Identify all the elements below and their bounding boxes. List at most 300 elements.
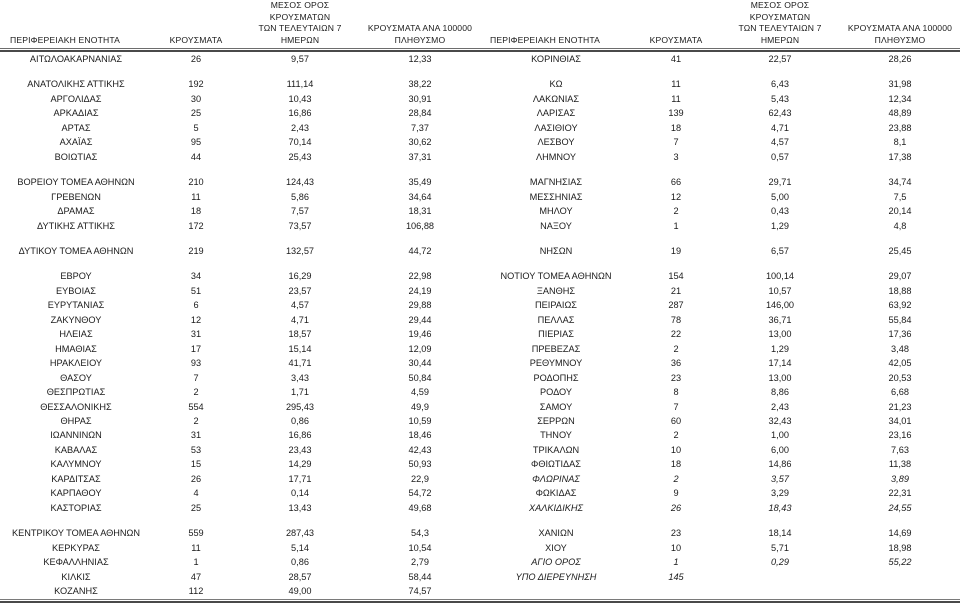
- table-row[interactable]: [480, 190, 960, 204]
- rate-cell: 58,44: [408, 571, 432, 582]
- region-name-cell: ΡΕΘΥΜΝΟΥ: [529, 358, 583, 369]
- avg7-cell: 18,57: [288, 329, 312, 340]
- region-name-cell: ΚΕΝΤΡΙΚΟΥ ΤΟΜΕΑ ΑΘΗΝΩΝ: [11, 528, 141, 539]
- region-name-cell: ΜΗΛΟΥ: [539, 206, 573, 217]
- table-row[interactable]: [480, 269, 960, 283]
- table-row[interactable]: [480, 400, 960, 414]
- avg7-cell: 4,57: [771, 137, 789, 148]
- region-name-cell: ΑΓΙΟ ΟΡΟΣ: [531, 557, 581, 568]
- avg7-cell: 15,14: [288, 343, 312, 354]
- table-row[interactable]: [0, 150, 480, 164]
- cases-cell: 47: [190, 571, 202, 582]
- table-row[interactable]: [0, 298, 480, 312]
- table-spacer-cell: [0, 66, 480, 77]
- table-row[interactable]: [480, 443, 960, 457]
- region-name-cell: ΘΕΣΣΑΛΟΝΙΚΗΣ: [40, 401, 112, 412]
- table-row[interactable]: [0, 385, 480, 399]
- avg7-cell: 295,43: [285, 401, 315, 412]
- region-name-cell: ΘΕΣΠΡΩΤΙΑΣ: [46, 387, 106, 398]
- avg7-cell: 111,14: [286, 79, 314, 90]
- table-row[interactable]: [0, 457, 480, 471]
- table-row[interactable]: [480, 385, 960, 399]
- cases-cell: 93: [190, 358, 202, 369]
- avg7-cell: 1,29: [771, 220, 789, 231]
- avg7-cell: 0,86: [291, 557, 309, 568]
- cases-cell: 78: [670, 314, 682, 325]
- region-name-cell: ΧΑΛΚΙΔΙΚΗΣ: [528, 502, 584, 513]
- table-row[interactable]: [0, 356, 480, 370]
- table-row[interactable]: [0, 327, 480, 341]
- avg7-cell: 9,57: [291, 54, 309, 64]
- cases-cell: 10: [670, 542, 682, 553]
- table-row[interactable]: [480, 356, 960, 370]
- right-cases-table: [480, 0, 960, 584]
- cases-cell: 559: [188, 528, 204, 539]
- region-name-cell: ΘΗΡΑΣ: [60, 415, 92, 426]
- cases-cell: 1: [673, 557, 679, 568]
- cases-cell: 145: [668, 571, 684, 582]
- rate-cell: 23,16: [888, 430, 912, 441]
- region-name-cell: ΗΡΑΚΛΕΙΟΥ: [49, 358, 103, 369]
- cases-cell: 287: [668, 300, 684, 311]
- rate-cell: 29,44: [408, 314, 432, 325]
- region-name-cell: ΚΕΦΑΛΛΗΝΙΑΣ: [43, 557, 109, 568]
- table-row[interactable]: [480, 570, 960, 584]
- table-row[interactable]: [480, 555, 960, 569]
- region-name-cell: ΔΥΤΙΚΟΥ ΤΟΜΕΑ ΑΘΗΝΩΝ: [18, 245, 134, 256]
- region-name-cell: ΔΡΑΜΑΣ: [57, 206, 95, 217]
- region-name-cell: ΝΟΤΙΟΥ ΤΟΜΕΑ ΑΘΗΝΩΝ: [500, 271, 612, 282]
- rate-cell: 22,98: [408, 271, 432, 282]
- cases-cell: 7: [193, 372, 199, 383]
- avg7-cell: [720, 570, 840, 584]
- table-row[interactable]: [0, 541, 480, 555]
- region-name-cell: ΑΡΓΟΛΙΔΑΣ: [50, 93, 102, 104]
- region-name-cell: ΘΑΣΟΥ: [60, 372, 92, 383]
- cases-cell: 2: [193, 387, 199, 398]
- rate-cell: 4,59: [411, 387, 429, 398]
- avg7-cell: 49,00: [288, 585, 312, 596]
- avg7-cell: 17,71: [288, 473, 312, 484]
- rate-cell: 25,45: [888, 245, 912, 256]
- rate-cell: 14,69: [888, 528, 912, 539]
- table-row[interactable]: [480, 501, 960, 515]
- region-name-cell: ΝΗΣΩΝ: [539, 245, 573, 256]
- table-row[interactable]: [480, 541, 960, 555]
- avg7-cell: 124,43: [285, 177, 315, 188]
- left-cases-table: [0, 0, 480, 598]
- rate-cell: 11,38: [888, 459, 912, 470]
- table-row[interactable]: [480, 486, 960, 500]
- cases-cell: 15: [190, 459, 202, 470]
- table-row[interactable]: [480, 327, 960, 341]
- avg7-cell: 18,43: [768, 502, 792, 513]
- avg7-cell: 2,43: [291, 122, 309, 133]
- region-name-cell: ΦΩΚΙΔΑΣ: [535, 488, 577, 499]
- cases-cell: 12: [670, 191, 682, 202]
- region-name-cell: ΠΕΙΡΑΙΩΣ: [535, 300, 577, 311]
- avg7-cell: 287,43: [285, 528, 315, 539]
- table-row[interactable]: [0, 555, 480, 569]
- table-row[interactable]: [480, 371, 960, 385]
- avg7-cell: 14,29: [288, 459, 312, 470]
- right-header-rate-line2: ΠΛΗΘΥΣΜΟ: [874, 34, 926, 45]
- region-name-cell: ΚΟΡΙΝΘΙΑΣ: [531, 54, 581, 64]
- region-name-cell: ΒΟΡΕΙΟΥ ΤΟΜΕΑ ΑΘΗΝΩΝ: [17, 177, 135, 188]
- cases-cell: 4: [193, 488, 199, 499]
- cases-cell: 554: [188, 401, 204, 412]
- table-row[interactable]: [0, 121, 480, 135]
- cases-cell: 25: [190, 108, 202, 119]
- cases-cell: 11: [191, 542, 201, 553]
- region-name-cell: ΤΗΝΟΥ: [540, 430, 572, 441]
- cases-cell: 30: [190, 93, 202, 104]
- region-name-cell: ΛΑΣΙΘΙΟΥ: [534, 122, 578, 133]
- rate-cell: 44,72: [408, 245, 432, 256]
- rate-cell: 7,63: [891, 444, 909, 455]
- cases-cell: 17: [190, 343, 202, 354]
- cases-cell: 11: [191, 191, 201, 202]
- region-name-cell: ΜΑΓΝΗΣΙΑΣ: [529, 177, 583, 188]
- cases-cell: 34: [190, 271, 202, 282]
- avg7-cell: 1,29: [771, 343, 789, 354]
- region-name-cell: ΧΙΟΥ: [545, 542, 567, 553]
- avg7-cell: 4,71: [771, 122, 789, 133]
- avg7-cell: 2,43: [771, 401, 789, 412]
- cases-cell: 7: [673, 401, 679, 412]
- table-row[interactable]: [480, 121, 960, 135]
- table-row[interactable]: [0, 584, 480, 598]
- table-row[interactable]: [0, 371, 480, 385]
- avg7-cell: 62,43: [768, 108, 792, 119]
- avg7-cell: 146,00: [765, 300, 795, 311]
- table-row[interactable]: [0, 414, 480, 428]
- avg7-cell: 0,43: [771, 206, 789, 217]
- region-name-cell: ΑΙΤΩΛΟΑΚΑΡΝΑΝΙΑΣ: [29, 54, 123, 64]
- rate-cell: 12,33: [408, 54, 432, 64]
- table-row[interactable]: [0, 428, 480, 442]
- left-header-row: [0, 0, 480, 48]
- right-header-region: ΠΕΡΙΦΕΡΕΙΑΚΗ ΕΝΟΤΗΤΑ: [490, 34, 600, 45]
- table-row[interactable]: [0, 526, 480, 540]
- region-name-cell: ΣΑΜΟΥ: [539, 401, 573, 412]
- cases-cell: 23: [670, 528, 682, 539]
- avg7-cell: 5,00: [771, 191, 789, 202]
- rate-cell: 106,88: [405, 220, 435, 231]
- rate-cell: 35,49: [408, 177, 432, 188]
- table-spacer-cell: [0, 233, 480, 244]
- left-table-half: [0, 0, 480, 598]
- cases-cell: 210: [188, 177, 204, 188]
- table-row[interactable]: [480, 150, 960, 164]
- cases-cell: 2: [673, 430, 679, 441]
- avg7-cell: 1,71: [291, 387, 309, 398]
- rate-cell: 24,19: [408, 285, 432, 296]
- table-row[interactable]: [480, 428, 960, 442]
- region-name-cell: ΚΑΣΤΟΡΙΑΣ: [50, 502, 102, 513]
- table-row[interactable]: [0, 77, 480, 91]
- right-header-avg7-line2: ΤΩΝ ΤΕΛΕΥΤΑΙΩΝ 7: [738, 23, 822, 34]
- left-header-cases: ΚΡΟΥΣΜΑΤΑ: [169, 34, 223, 45]
- left-table-head: [0, 0, 480, 52]
- rate-cell: 30,62: [408, 137, 432, 148]
- rate-cell: 4,8: [893, 220, 907, 231]
- table-row[interactable]: [480, 472, 960, 486]
- cases-cell: 2: [673, 206, 679, 217]
- rate-cell: 20,14: [888, 206, 912, 217]
- table-row[interactable]: [0, 204, 480, 218]
- rate-cell: 49,68: [408, 502, 432, 513]
- region-name-cell: ΣΕΡΡΩΝ: [537, 415, 575, 426]
- left-header-avg7-line2: ΤΩΝ ΤΕΛΕΥΤΑΙΩΝ 7: [258, 23, 342, 34]
- rate-cell: 50,93: [408, 459, 432, 470]
- avg7-cell: 29,71: [768, 177, 792, 188]
- rate-cell: 18,46: [408, 430, 432, 441]
- table-row[interactable]: [0, 244, 480, 258]
- table-row[interactable]: [480, 313, 960, 327]
- table-row[interactable]: [480, 135, 960, 149]
- rate-cell: 34,74: [888, 177, 912, 188]
- table-spacer-row: [0, 258, 480, 269]
- left-header-rate-line2: ΠΛΗΘΥΣΜΟ: [394, 34, 446, 45]
- cases-cell: 25: [190, 502, 202, 513]
- rate-cell: 55,84: [888, 314, 912, 325]
- cases-cell: 26: [670, 502, 682, 513]
- cases-cell: 12: [190, 314, 202, 325]
- cases-cell: 154: [668, 271, 684, 282]
- table-row[interactable]: [0, 313, 480, 327]
- table-row[interactable]: [0, 135, 480, 149]
- region-name-cell: ΡΟΔΟΥ: [539, 387, 572, 398]
- table-spacer-cell: [480, 258, 960, 269]
- cases-cell: 18: [670, 122, 682, 133]
- region-name-cell: ΖΑΚΥΝΘΟΥ: [50, 314, 102, 325]
- cases-cell: 1: [673, 220, 679, 231]
- table-row[interactable]: [0, 52, 480, 66]
- rate-cell: 2,79: [411, 557, 429, 568]
- avg7-cell: 3,43: [291, 372, 309, 383]
- cases-cell: 10: [670, 444, 682, 455]
- region-name-cell: ΗΜΑΘΙΑΣ: [55, 343, 97, 354]
- region-name-cell: ΒΟΙΩΤΙΑΣ: [54, 151, 98, 162]
- left-header-avg7: [240, 0, 360, 48]
- table-spacer-cell: [0, 515, 480, 526]
- avg7-cell: 5,71: [771, 542, 789, 553]
- left-header-rate: [360, 0, 480, 48]
- cases-cell: 31: [190, 430, 202, 441]
- left-header-avg7-line3: ΗΜΕΡΩΝ: [280, 34, 320, 45]
- cases-cell: 11: [671, 93, 681, 104]
- table-spacer-row: [0, 66, 480, 77]
- region-name-cell: ΚΙΛΚΙΣ: [61, 571, 91, 582]
- right-header-cases: ΚΡΟΥΣΜΑΤΑ: [649, 34, 703, 45]
- table-row[interactable]: [480, 526, 960, 540]
- rate-cell: 3,48: [891, 343, 909, 354]
- rate-cell: 30,91: [408, 93, 432, 104]
- avg7-cell: 3,29: [771, 488, 789, 499]
- table-row[interactable]: [480, 175, 960, 189]
- right-header-rate: [840, 0, 960, 48]
- avg7-cell: 0,86: [291, 415, 309, 426]
- cases-cell: 2: [193, 415, 199, 426]
- right-header-row: [480, 0, 960, 48]
- avg7-cell: 0,57: [771, 151, 789, 162]
- cases-cell: 6: [193, 300, 199, 311]
- avg7-cell: 28,57: [288, 571, 312, 582]
- table-spacer-cell: [0, 258, 480, 269]
- table-spacer-cell: [480, 66, 960, 77]
- rate-cell: 7,37: [411, 122, 429, 133]
- table-row[interactable]: [0, 501, 480, 515]
- table-row[interactable]: [0, 570, 480, 584]
- right-table-head: [480, 0, 960, 52]
- table-row[interactable]: [0, 400, 480, 414]
- region-name-cell: ΚΑΒΑΛΑΣ: [54, 444, 98, 455]
- rate-cell: 28,26: [888, 54, 912, 64]
- table-row[interactable]: [480, 457, 960, 471]
- left-table-body: [0, 52, 480, 598]
- region-name-cell: ΕΒΡΟΥ: [60, 271, 92, 282]
- cases-cell: 36: [670, 358, 682, 369]
- cases-cell: 2: [673, 473, 679, 484]
- table-row[interactable]: [480, 92, 960, 106]
- table-row[interactable]: [0, 92, 480, 106]
- avg7-cell: 4,57: [291, 300, 309, 311]
- rate-cell: 18,98: [888, 542, 912, 553]
- avg7-cell: 36,71: [768, 314, 792, 325]
- cases-cell: 22: [670, 329, 682, 340]
- avg7-cell: 5,14: [291, 542, 309, 553]
- rate-cell: 21,23: [888, 401, 912, 412]
- rate-cell: 34,01: [888, 415, 912, 426]
- region-name-cell: ΑΧΑΪΑΣ: [59, 137, 93, 148]
- table-row[interactable]: [0, 106, 480, 120]
- table-spacer-row: [480, 164, 960, 175]
- cases-cell: 172: [188, 220, 204, 231]
- rate-cell: 29,07: [888, 271, 912, 282]
- table-row[interactable]: [0, 472, 480, 486]
- table-row[interactable]: [480, 298, 960, 312]
- avg7-cell: 4,71: [291, 314, 309, 325]
- region-name-cell: ΠΕΛΛΑΣ: [537, 314, 575, 325]
- table-row[interactable]: [480, 284, 960, 298]
- avg7-cell: 6,57: [771, 245, 789, 256]
- table-row[interactable]: [480, 219, 960, 233]
- rate-cell: 63,92: [888, 300, 912, 311]
- rate-cell: 34,64: [408, 191, 432, 202]
- table-row[interactable]: [480, 52, 960, 66]
- rate-cell: 12,34: [888, 93, 912, 104]
- table-row[interactable]: [0, 175, 480, 189]
- table-row[interactable]: [480, 414, 960, 428]
- avg7-cell: 25,43: [288, 151, 312, 162]
- region-name-cell: ΡΟΔΟΠΗΣ: [533, 372, 579, 383]
- rate-cell: 49,9: [411, 401, 429, 412]
- rate-cell: [840, 570, 960, 584]
- rate-cell: 22,31: [888, 488, 912, 499]
- avg7-cell: 3,57: [771, 473, 789, 484]
- table-row[interactable]: [480, 77, 960, 91]
- rate-cell: 38,22: [408, 79, 432, 90]
- table-row[interactable]: [0, 342, 480, 356]
- rate-cell: 7,5: [893, 191, 907, 202]
- table-row[interactable]: [0, 284, 480, 298]
- table-row[interactable]: [0, 219, 480, 233]
- avg7-cell: 18,14: [768, 528, 792, 539]
- region-name-cell: ΧΑΝΙΩΝ: [538, 528, 574, 539]
- table-row[interactable]: [0, 486, 480, 500]
- table-spacer-row: [480, 233, 960, 244]
- rate-cell: 8,1: [893, 137, 907, 148]
- rate-cell: 23,88: [888, 122, 912, 133]
- avg7-cell: 10,57: [768, 285, 792, 296]
- left-header-avg7-line1: ΜΕΣΟΣ ΟΡΟΣ ΚΡΟΥΣΜΑΤΩΝ: [269, 0, 331, 22]
- rate-cell: 17,38: [888, 151, 912, 162]
- table-row[interactable]: [480, 204, 960, 218]
- cases-cell: 19: [670, 245, 682, 256]
- avg7-cell: 16,86: [288, 108, 312, 119]
- rate-cell: 18,88: [888, 285, 912, 296]
- region-name-cell: ΞΑΝΘΗΣ: [536, 285, 576, 296]
- avg7-cell: 23,57: [288, 285, 312, 296]
- region-name-cell: ΕΥΡΥΤΑΝΙΑΣ: [47, 300, 105, 311]
- region-name-cell: ΗΛΕΙΑΣ: [59, 329, 93, 340]
- table-row[interactable]: [480, 106, 960, 120]
- region-name-cell: ΚΟΖΑΝΗΣ: [54, 585, 98, 596]
- region-name-cell: ΛΗΜΝΟΥ: [535, 151, 577, 162]
- left-header-region: ΠΕΡΙΦΕΡΕΙΑΚΗ ΕΝΟΤΗΤΑ: [10, 34, 120, 45]
- rate-cell: 29,88: [408, 300, 432, 311]
- table-row[interactable]: [0, 190, 480, 204]
- region-name-cell: ΠΙΕΡΙΑΣ: [538, 329, 574, 340]
- rate-cell: 24,55: [888, 502, 912, 513]
- cases-cell: 21: [670, 285, 682, 296]
- cases-cell: 26: [190, 54, 202, 64]
- region-name-cell: ΛΕΣΒΟΥ: [537, 137, 575, 148]
- rate-cell: 20,53: [888, 372, 912, 383]
- region-name-cell: ΚΑΡΠΑΘΟΥ: [50, 488, 102, 499]
- region-name-cell: ΙΩΑΝΝΙΝΩΝ: [50, 430, 102, 441]
- region-name-cell: ΥΠΟ ΔΙΕΡΕΥΝΗΣΗ: [515, 571, 597, 582]
- avg7-cell: 13,00: [768, 329, 792, 340]
- rate-cell: 28,84: [408, 108, 432, 119]
- avg7-cell: 17,14: [768, 358, 792, 369]
- region-name-cell: ΝΑΞΟΥ: [540, 220, 572, 231]
- avg7-cell: 14,86: [768, 459, 792, 470]
- rate-cell: 37,31: [408, 151, 432, 162]
- table-spacer-row: [0, 515, 480, 526]
- table-spacer-cell: [480, 233, 960, 244]
- region-name-cell: ΑΡΚΑΔΙΑΣ: [53, 108, 99, 119]
- avg7-cell: 16,86: [288, 430, 312, 441]
- table-row[interactable]: [0, 269, 480, 283]
- region-name-cell: ΓΡΕΒΕΝΩΝ: [51, 191, 101, 202]
- cases-cell: 41: [670, 54, 682, 64]
- cases-cell: 95: [190, 137, 202, 148]
- avg7-cell: 10,43: [288, 93, 312, 104]
- avg7-cell: 1,00: [771, 430, 789, 441]
- region-name-cell: ΠΡΕΒΕΖΑΣ: [531, 343, 581, 354]
- table-row[interactable]: [480, 244, 960, 258]
- region-name-cell: ΦΘΙΩΤΙΔΑΣ: [530, 459, 581, 470]
- table-row[interactable]: [480, 342, 960, 356]
- rate-cell: 12,09: [408, 343, 432, 354]
- region-name-cell: ΚΕΡΚΥΡΑΣ: [52, 542, 100, 553]
- table-row[interactable]: [0, 443, 480, 457]
- region-name-cell: ΤΡΙΚΑΛΩΝ: [532, 444, 580, 455]
- table-spacer-cell: [480, 515, 960, 526]
- rate-cell: 19,46: [408, 329, 432, 340]
